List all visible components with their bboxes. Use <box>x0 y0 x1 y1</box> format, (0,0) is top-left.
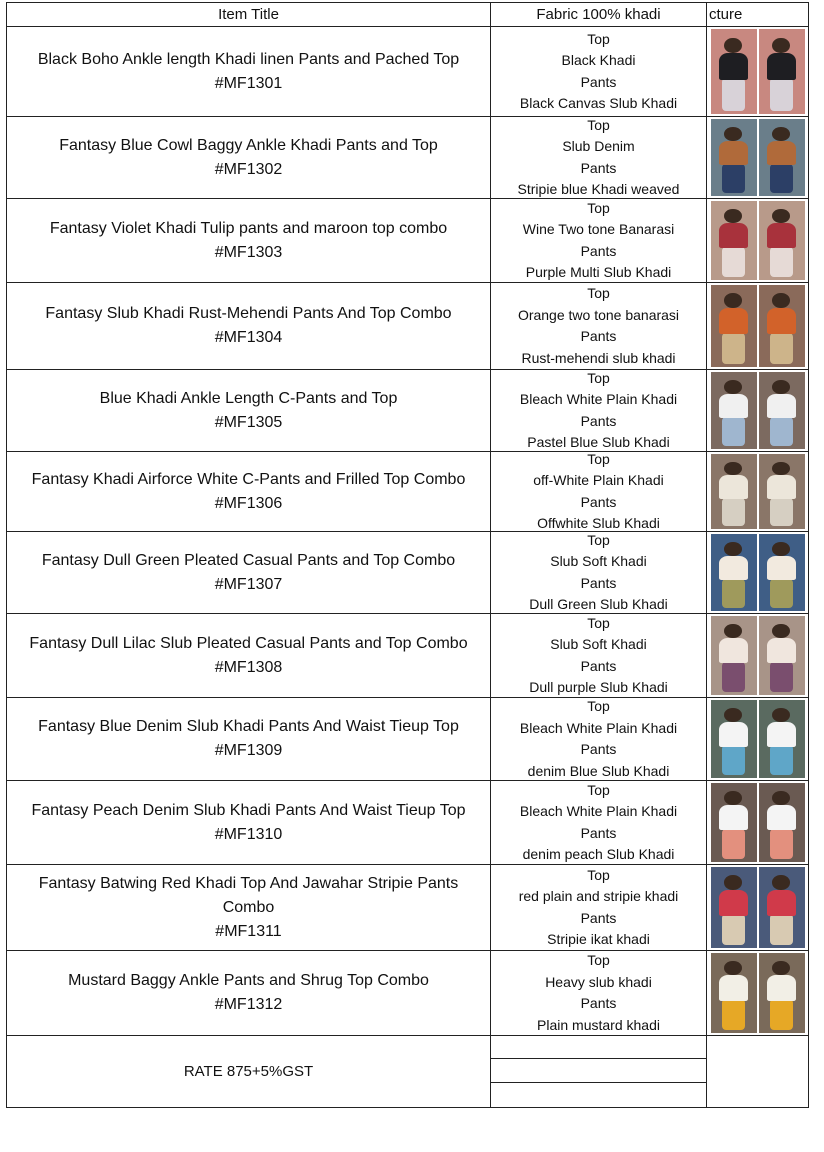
model-head <box>772 961 789 975</box>
item-code: #MF1301 <box>214 74 283 92</box>
fabric-line: Pants <box>580 242 617 259</box>
model-head <box>772 708 789 722</box>
model-head <box>724 708 741 722</box>
model-top <box>767 638 796 663</box>
model-photo <box>759 783 805 862</box>
model-pants <box>770 829 794 859</box>
model-photo <box>759 119 805 196</box>
model-top <box>719 475 748 499</box>
item-title-cell <box>6 780 490 864</box>
fabric-line: Stripie blue Khadi weaved <box>517 181 680 197</box>
item-code: #MF1312 <box>214 996 283 1013</box>
fabric-line: Top <box>587 199 610 216</box>
picture-cell <box>706 864 809 950</box>
item-title: Fantasy Khadi Airforce White C-Pants and Frilled Top Combo <box>31 470 466 488</box>
fabric-line: Bleach White Plain Khadi <box>519 391 678 407</box>
fabric-line: Purple Multi Slub Khadi <box>525 264 672 280</box>
fabric-line: Top <box>587 698 610 714</box>
fabric-line: Plain mustard khadi <box>537 1016 660 1033</box>
model-photo <box>711 201 757 280</box>
fabric-line: Top <box>587 531 610 548</box>
fabric-line: Slub Soft Khadi <box>550 553 647 569</box>
model-photo <box>711 119 757 196</box>
fabric-line: Black Khadi <box>561 52 636 68</box>
model-top <box>719 394 748 419</box>
table-header <box>6 2 809 26</box>
fabric-cell <box>490 531 706 613</box>
fabric-line: Pants <box>580 159 617 176</box>
model-head <box>772 542 789 556</box>
item-code: #MF1310 <box>214 825 283 843</box>
table-row <box>6 369 809 451</box>
model-top <box>719 975 748 1001</box>
fabric-line: Top <box>587 952 610 968</box>
model-top <box>767 805 796 830</box>
header-picture: cture <box>706 2 809 26</box>
model-top <box>767 223 796 248</box>
item-title: Fantasy Blue Cowl Baggy Ankle Khadi Pants and Top <box>59 136 438 154</box>
product-photo <box>711 201 805 280</box>
model-head <box>772 127 789 141</box>
item-code: #MF1309 <box>214 742 283 759</box>
model-top <box>719 890 748 916</box>
model-photo <box>711 29 757 114</box>
model-top <box>767 308 796 334</box>
table-row <box>6 198 809 282</box>
model-top <box>719 722 748 747</box>
product-photo <box>711 867 805 948</box>
table-row <box>6 780 809 864</box>
fabric-line: Top <box>587 285 610 301</box>
model-pants <box>770 78 794 110</box>
item-title: Black Boho Ankle length Khadi linen Pants and Pached Top <box>37 50 460 68</box>
item-title: Fantasy Violet Khadi Tulip pants and maroon top combo <box>49 219 448 237</box>
picture-cell <box>706 950 809 1035</box>
fabric-line: Pants <box>580 995 617 1011</box>
model-photo <box>711 783 757 862</box>
product-photo <box>711 119 805 196</box>
model-top <box>767 53 796 80</box>
product-photo <box>711 372 805 449</box>
fabric-line: Pants <box>580 741 617 757</box>
fabric-line: Heavy slub khadi <box>545 973 652 990</box>
picture-cell <box>706 613 809 697</box>
picture-cell <box>706 369 809 451</box>
model-head <box>724 209 741 223</box>
fabric-cell <box>490 950 706 1035</box>
model-head <box>772 624 789 638</box>
model-pants <box>770 333 794 364</box>
model-pants <box>722 829 746 859</box>
model-pants <box>770 662 794 692</box>
fabric-line: Slub Soft Khadi <box>550 636 647 652</box>
product-photo <box>711 700 805 778</box>
model-head <box>724 127 741 141</box>
model-top <box>767 394 796 419</box>
model-pants <box>770 498 794 527</box>
model-photo <box>711 867 757 948</box>
model-photo <box>759 201 805 280</box>
fabric-line: Top <box>587 116 610 133</box>
header-fabric: Fabric 100% khadi <box>490 2 706 26</box>
fabric-line: Dull purple Slub Khadi <box>529 679 668 695</box>
fabric-line: Top <box>587 30 610 47</box>
model-head <box>724 38 741 53</box>
model-photo <box>759 867 805 948</box>
item-title-cell <box>6 864 490 950</box>
table-row <box>6 451 809 531</box>
model-top <box>719 223 748 248</box>
model-head <box>724 542 741 556</box>
item-title-cell <box>6 26 490 116</box>
item-title-cell <box>6 451 490 531</box>
fabric-line: Bleach White Plain Khadi <box>519 719 678 736</box>
item-title-cell <box>6 282 490 369</box>
model-top <box>767 556 796 581</box>
model-pants <box>722 498 746 527</box>
model-top <box>719 308 748 334</box>
fabric-line: Wine Two tone Banarasi <box>522 221 675 237</box>
product-photo <box>711 534 805 611</box>
model-head <box>724 791 741 805</box>
model-top <box>767 141 796 166</box>
model-top <box>767 890 796 916</box>
fabric-line: Dull Green Slub Khadi <box>529 596 668 612</box>
fabric-line: Offwhite Slub Khadi <box>537 515 660 531</box>
picture-cell <box>706 780 809 864</box>
product-photo <box>711 285 805 367</box>
picture-cell <box>706 697 809 780</box>
model-photo <box>711 454 757 529</box>
model-top <box>719 53 748 80</box>
fabric-line: Bleach White Plain Khadi <box>519 803 678 819</box>
item-code: #MF1303 <box>214 243 283 261</box>
model-head <box>772 875 789 890</box>
fabric-line: Pants <box>580 328 617 344</box>
product-photo <box>711 953 805 1033</box>
picture-cell <box>706 282 809 369</box>
model-pants <box>722 164 746 193</box>
fabric-line: Pants <box>580 412 617 429</box>
model-pants <box>722 745 746 775</box>
item-title-cell <box>6 613 490 697</box>
item-title-cell <box>6 369 490 451</box>
model-pants <box>722 579 746 608</box>
fabric-line: off-White Plain Khadi <box>533 472 664 488</box>
fabric-line: Top <box>587 781 610 798</box>
model-photo <box>711 372 757 449</box>
model-pants <box>722 914 746 945</box>
model-head <box>772 209 789 223</box>
fabric-line: Top <box>587 614 610 631</box>
model-pants <box>770 247 794 277</box>
model-head <box>724 624 741 638</box>
model-photo <box>759 29 805 114</box>
table-row <box>6 282 809 369</box>
model-pants <box>722 247 746 277</box>
fabric-line: Rust-mehendi slub khadi <box>521 349 676 366</box>
fabric-line: Pastel Blue Slub Khadi <box>527 434 670 450</box>
model-head <box>724 462 741 476</box>
fabric-line: Pants <box>580 657 617 674</box>
table-row <box>6 26 809 116</box>
model-pants <box>770 914 794 945</box>
table-row <box>6 613 809 697</box>
fabric-line: denim peach Slub Khadi <box>522 846 675 862</box>
model-head <box>724 961 741 975</box>
fabric-line: Top <box>587 866 610 883</box>
picture-cell <box>706 198 809 282</box>
item-code: #MF1302 <box>214 160 283 178</box>
item-title: Combo <box>222 898 275 916</box>
picture-cell <box>706 26 809 116</box>
model-top <box>719 638 748 663</box>
item-title: Fantasy Batwing Red Khadi Top And Jawahar Stripie Pants <box>38 874 459 892</box>
rate-blank-cells <box>490 1035 706 1107</box>
table-row <box>6 697 809 780</box>
model-top <box>767 975 796 1001</box>
model-pants <box>722 417 746 446</box>
picture-cell <box>706 451 809 531</box>
table-row <box>6 864 809 950</box>
product-photo <box>711 454 805 529</box>
model-photo <box>759 953 805 1033</box>
fabric-cell <box>490 282 706 369</box>
model-pants <box>770 579 794 608</box>
item-code: #MF1311 <box>215 922 282 940</box>
picture-cell <box>706 531 809 613</box>
model-top <box>719 805 748 830</box>
fabric-line: denim Blue Slub Khadi <box>527 762 670 779</box>
item-title: Fantasy Slub Khadi Rust-Mehendi Pants And Top Combo <box>45 305 452 322</box>
item-title: Fantasy Dull Lilac Slub Pleated Casual Pants and Top Combo <box>29 634 468 652</box>
model-photo <box>759 534 805 611</box>
model-photo <box>759 372 805 449</box>
item-title-cell <box>6 697 490 780</box>
item-code: #MF1304 <box>214 329 283 346</box>
model-photo <box>711 616 757 695</box>
model-pants <box>722 333 746 364</box>
model-top <box>719 556 748 581</box>
model-head <box>772 462 789 476</box>
fabric-cell <box>490 697 706 780</box>
model-top <box>767 722 796 747</box>
fabric-line: Pants <box>580 574 617 591</box>
item-title: Blue Khadi Ankle Length C-Pants and Top <box>99 389 398 407</box>
picture-cell <box>706 116 809 198</box>
model-head <box>724 293 741 308</box>
item-title-cell <box>6 950 490 1035</box>
model-head <box>772 791 789 805</box>
rate-text: RATE 875+5%GST <box>6 1035 490 1107</box>
fabric-line: Slub Denim <box>562 138 635 154</box>
product-photo <box>711 783 805 862</box>
product-photo <box>711 29 805 114</box>
item-code: #MF1306 <box>214 494 283 512</box>
fabric-line: Top <box>587 369 610 386</box>
item-code: #MF1307 <box>214 575 283 593</box>
item-title: Fantasy Peach Denim Slub Khadi Pants And Waist Tieup Top <box>31 801 466 819</box>
model-top <box>767 475 796 499</box>
model-photo <box>711 700 757 778</box>
fabric-line: Pants <box>580 73 617 90</box>
item-title-cell <box>6 531 490 613</box>
table-row <box>6 531 809 613</box>
fabric-cell <box>490 116 706 198</box>
model-pants <box>722 662 746 692</box>
model-photo <box>759 700 805 778</box>
fabric-line: Pants <box>580 909 617 926</box>
fabric-cell <box>490 26 706 116</box>
fabric-line: Pants <box>580 824 617 841</box>
fabric-line: red plain and stripie khadi <box>518 888 679 904</box>
model-head <box>772 380 789 394</box>
model-photo <box>759 616 805 695</box>
model-photo <box>711 285 757 367</box>
item-title-cell <box>6 116 490 198</box>
table-row <box>6 950 809 1035</box>
model-pants <box>770 164 794 193</box>
fabric-line: Orange two tone banarasi <box>517 306 680 323</box>
model-photo <box>759 285 805 367</box>
item-code: #MF1305 <box>214 413 283 431</box>
model-photo <box>711 953 757 1033</box>
model-photo <box>711 534 757 611</box>
model-pants <box>722 78 746 110</box>
fabric-cell <box>490 613 706 697</box>
fabric-line: Stripie ikat khadi <box>547 931 650 947</box>
model-photo <box>759 454 805 529</box>
model-pants <box>770 745 794 775</box>
model-pants <box>770 999 794 1029</box>
model-pants <box>770 417 794 446</box>
item-title-cell <box>6 198 490 282</box>
product-photo <box>711 616 805 695</box>
rate-blank-picture <box>706 1035 809 1107</box>
item-title: Mustard Baggy Ankle Pants and Shrug Top Combo <box>68 972 429 989</box>
item-code: #MF1308 <box>214 658 283 676</box>
model-head <box>724 380 741 394</box>
fabric-line: Top <box>587 451 610 467</box>
item-title: Fantasy Blue Denim Slub Khadi Pants And Waist Tieup Top <box>38 718 459 735</box>
table-row <box>6 116 809 198</box>
model-top <box>719 141 748 166</box>
model-head <box>772 38 789 53</box>
fabric-line: Black Canvas Slub Khadi <box>519 95 678 111</box>
model-pants <box>722 999 746 1029</box>
header-item-title: Item Title <box>6 2 490 26</box>
fabric-cell <box>490 451 706 531</box>
fabric-cell <box>490 780 706 864</box>
fabric-line: Pants <box>580 493 617 510</box>
rate-row <box>6 1035 809 1107</box>
fabric-cell <box>490 864 706 950</box>
fabric-cell <box>490 198 706 282</box>
model-head <box>724 875 741 890</box>
fabric-cell <box>490 369 706 451</box>
model-head <box>772 293 789 308</box>
item-title: Fantasy Dull Green Pleated Casual Pants and Top Combo <box>41 551 456 569</box>
